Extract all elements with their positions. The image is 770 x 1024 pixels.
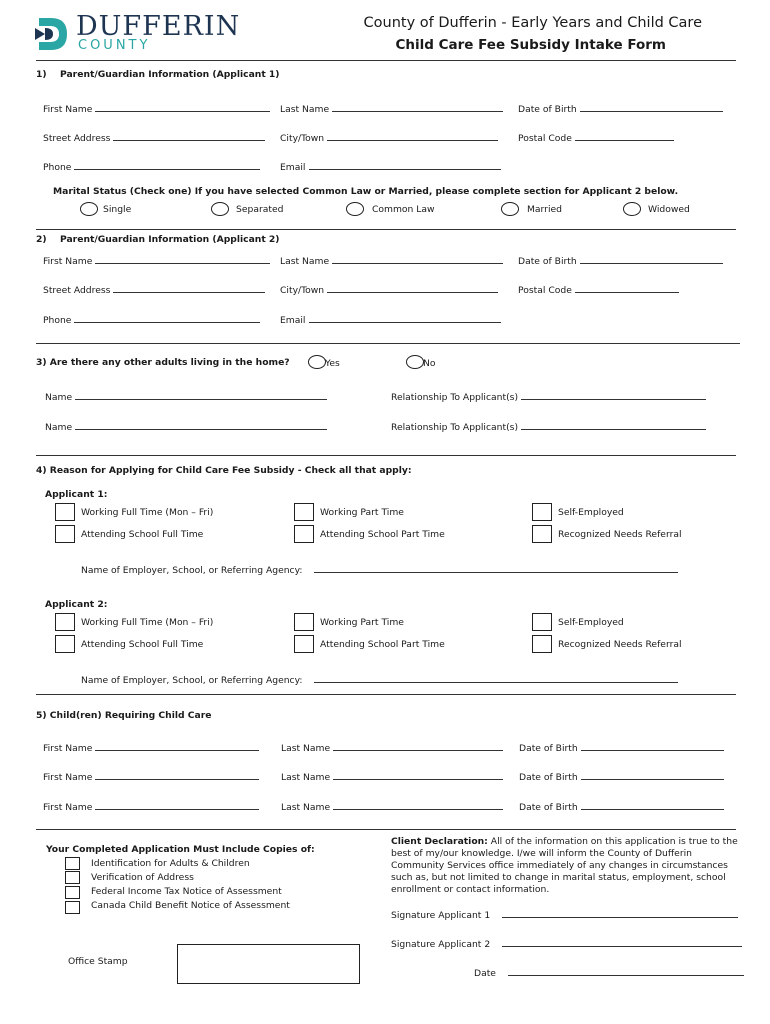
- a1-working-part-time-label: Working Part Time: [320, 507, 404, 518]
- section2-number: 2): [36, 234, 47, 245]
- a2-school-part-time-label: Attending School Part Time: [320, 639, 445, 650]
- a1-school-full-time-label: Attending School Full Time: [81, 529, 204, 540]
- a2-street-field[interactable]: Street Address: [43, 283, 265, 296]
- copy-identification-checkbox[interactable]: [65, 857, 80, 870]
- copy-tax-checkbox[interactable]: [65, 886, 80, 899]
- a2-dob-field[interactable]: Date of Birth: [518, 254, 723, 267]
- marital-married-label: Married: [527, 204, 562, 215]
- a2-postal-field[interactable]: Postal Code: [518, 283, 679, 296]
- declaration-line-2: best of my/our knowledge. I/we will inform the County of Dufferin: [391, 848, 692, 859]
- a2-working-full-time-checkbox[interactable]: [55, 613, 75, 631]
- a2-working-part-time-label: Working Part Time: [320, 617, 404, 628]
- applicant1-reasons-label: Applicant 1:: [45, 489, 108, 500]
- section1-heading: Parent/Guardian Information (Applicant 1): [60, 69, 280, 80]
- copy-identification-label: Identification for Adults & Children: [91, 858, 250, 869]
- a2-school-part-time-checkbox[interactable]: [294, 635, 314, 653]
- marital-single-label: Single: [103, 204, 132, 215]
- signature-applicant2-field[interactable]: Signature Applicant 2: [391, 937, 742, 950]
- a1-school-part-time-checkbox[interactable]: [294, 525, 314, 543]
- a1-employer-field[interactable]: Name of Employer, School, or Referring Agency:: [81, 563, 678, 576]
- a1-school-part-time-label: Attending School Part Time: [320, 529, 445, 540]
- declaration-line-1: All of the information on this application is true to the: [490, 836, 738, 847]
- adult1-relationship-field[interactable]: Relationship To Applicant(s): [391, 390, 706, 403]
- a2-city-field[interactable]: City/Town: [280, 283, 498, 296]
- copy-ccb-label: Canada Child Benefit Notice of Assessment: [91, 900, 290, 911]
- a1-working-part-time-checkbox[interactable]: [294, 503, 314, 521]
- office-stamp-box: [177, 944, 360, 984]
- copy-tax-label: Federal Income Tax Notice of Assessment: [91, 886, 282, 897]
- section4-divider: [36, 694, 736, 695]
- section1-number: 1): [36, 69, 47, 80]
- a1-needs-referral-label: Recognized Needs Referral: [558, 529, 682, 540]
- a2-needs-referral-checkbox[interactable]: [532, 635, 552, 653]
- a1-city-field[interactable]: City/Town: [280, 131, 498, 144]
- section5-divider: [36, 829, 736, 830]
- other-adults-no-label: No: [423, 358, 436, 369]
- child3-last-name-field[interactable]: Last Name: [281, 800, 503, 813]
- section3-divider: [36, 455, 736, 456]
- logo-wordmark: DUFFERIN: [76, 11, 241, 42]
- marital-widowed-label: Widowed: [648, 204, 690, 215]
- a1-self-employed-label: Self-Employed: [558, 507, 624, 518]
- marital-separated-label: Separated: [236, 204, 284, 215]
- org-title: County of Dufferin - Early Years and Child Care: [363, 15, 702, 31]
- child2-last-name-field[interactable]: Last Name: [281, 770, 503, 783]
- a2-self-employed-label: Self-Employed: [558, 617, 624, 628]
- a1-working-full-time-checkbox[interactable]: [55, 503, 75, 521]
- declaration-line-4: such as, but not limited to change in marital status, employment, school: [391, 872, 726, 883]
- declaration-title: Client Declaration:: [391, 836, 488, 847]
- other-adults-yes-radio[interactable]: [308, 355, 326, 369]
- a2-email-field[interactable]: Email: [280, 313, 501, 326]
- a1-phone-field[interactable]: Phone: [43, 160, 260, 173]
- child1-first-name-field[interactable]: First Name: [43, 741, 259, 754]
- section2-heading: Parent/Guardian Information (Applicant 2): [60, 234, 280, 245]
- child3-first-name-field[interactable]: First Name: [43, 800, 259, 813]
- client-declaration: [391, 836, 743, 896]
- a2-working-full-time-label: Working Full Time (Mon – Fri): [81, 617, 214, 628]
- a2-last-name-field[interactable]: Last Name: [280, 254, 503, 267]
- section5-heading: 5) Child(ren) Requiring Child Care: [36, 710, 212, 721]
- signature-date-field[interactable]: Date: [474, 966, 744, 979]
- a1-street-field[interactable]: Street Address: [43, 131, 265, 144]
- a1-last-name-field[interactable]: Last Name: [280, 102, 503, 115]
- marital-married-radio[interactable]: [501, 202, 519, 216]
- other-adults-yes-label: Yes: [325, 358, 340, 369]
- section4-heading: 4) Reason for Applying for Child Care Fee Subsidy - Check all that apply:: [36, 465, 412, 476]
- copy-address-label: Verification of Address: [91, 872, 194, 883]
- a2-self-employed-checkbox[interactable]: [532, 613, 552, 631]
- office-stamp-label: Office Stamp: [68, 956, 128, 967]
- a1-working-full-time-label: Working Full Time (Mon – Fri): [81, 507, 214, 518]
- adult2-relationship-field[interactable]: Relationship To Applicant(s): [391, 420, 706, 433]
- marital-commonlaw-radio[interactable]: [346, 202, 364, 216]
- child1-dob-field[interactable]: Date of Birth: [519, 741, 724, 754]
- a1-first-name-field[interactable]: First Name: [43, 102, 270, 115]
- logo-subtitle: COUNTY: [78, 38, 151, 53]
- a2-phone-field[interactable]: Phone: [43, 313, 260, 326]
- marital-widowed-radio[interactable]: [623, 202, 641, 216]
- a2-first-name-field[interactable]: First Name: [43, 254, 270, 267]
- header-divider: [36, 60, 736, 61]
- adult2-name-field[interactable]: Name: [45, 420, 327, 433]
- marital-commonlaw-label: Common Law: [372, 204, 435, 215]
- a2-needs-referral-label: Recognized Needs Referral: [558, 639, 682, 650]
- marital-single-radio[interactable]: [80, 202, 98, 216]
- a1-postal-field[interactable]: Postal Code: [518, 131, 674, 144]
- copy-address-checkbox[interactable]: [65, 871, 80, 884]
- copy-ccb-checkbox[interactable]: [65, 901, 80, 914]
- form-title: Child Care Fee Subsidy Intake Form: [395, 37, 666, 53]
- child2-dob-field[interactable]: Date of Birth: [519, 770, 724, 783]
- section2-divider: [36, 343, 740, 344]
- applicant2-reasons-label: Applicant 2:: [45, 599, 108, 610]
- a1-email-field[interactable]: Email: [280, 160, 501, 173]
- a2-employer-field[interactable]: Name of Employer, School, or Referring Agency:: [81, 673, 678, 686]
- other-adults-question: 3) Are there any other adults living in the home?: [36, 357, 290, 368]
- marital-separated-radio[interactable]: [211, 202, 229, 216]
- child1-last-name-field[interactable]: Last Name: [281, 741, 503, 754]
- a1-self-employed-checkbox[interactable]: [532, 503, 552, 521]
- section1-divider: [36, 229, 736, 230]
- a2-working-part-time-checkbox[interactable]: [294, 613, 314, 631]
- logo-mark-icon: [33, 14, 73, 54]
- child3-dob-field[interactable]: Date of Birth: [519, 800, 724, 813]
- a2-school-full-time-checkbox[interactable]: [55, 635, 75, 653]
- declaration-line-5: enrollment or contact information.: [391, 884, 550, 895]
- required-copies-title: Your Completed Application Must Include Copies of:: [46, 844, 315, 855]
- declaration-line-3: Community Services office immediately of any changes in circumstances: [391, 860, 728, 871]
- child2-first-name-field[interactable]: First Name: [43, 770, 259, 783]
- other-adults-no-radio[interactable]: [406, 355, 424, 369]
- a2-school-full-time-label: Attending School Full Time: [81, 639, 204, 650]
- a1-needs-referral-checkbox[interactable]: [532, 525, 552, 543]
- signature-applicant1-field[interactable]: Signature Applicant 1: [391, 908, 738, 921]
- a1-school-full-time-checkbox[interactable]: [55, 525, 75, 543]
- marital-status-prompt: Marital Status (Check one) If you have selected Common Law or Married, please complete section for Applicant 2 below.: [53, 186, 679, 197]
- a1-dob-field[interactable]: Date of Birth: [518, 102, 723, 115]
- adult1-name-field[interactable]: Name: [45, 390, 327, 403]
